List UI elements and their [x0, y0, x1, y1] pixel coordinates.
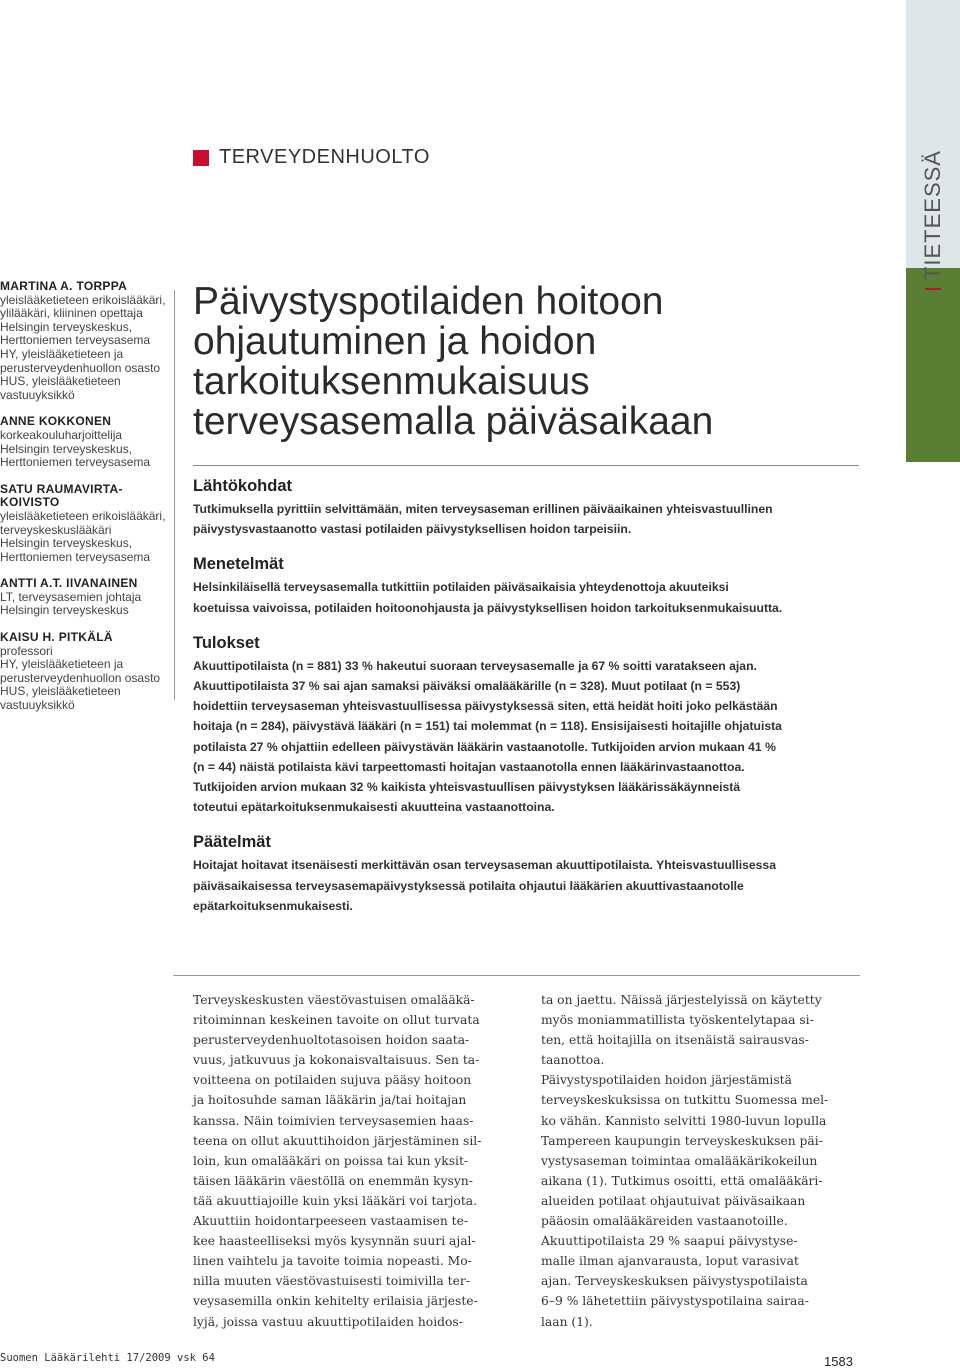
- article-title: [193, 282, 873, 442]
- author-block: [0, 631, 168, 713]
- author-affiliation: Helsingin terveyskeskus,: [0, 319, 133, 334]
- section-header: [193, 146, 430, 169]
- body-text-line: Akuuttipotilaista 29 % saapui päivystyse-: [541, 1234, 798, 1249]
- abstract-line: toteutui epätarkoituksenmukaisesti akuutteina vastaanottoina.: [193, 800, 555, 815]
- body-text-line: alueiden potilaat ohjautuivat päiväsaikaan: [541, 1193, 806, 1208]
- author-name: ANTTI A.T. IIVANAINEN: [0, 576, 138, 591]
- abstract-heading: Menetelmät: [193, 555, 284, 574]
- body-text-line: teena on ollut akuuttihoidon järjestäminen sil-: [193, 1133, 482, 1148]
- abstract-heading: Tulokset: [193, 633, 260, 652]
- abstract-section: [193, 555, 865, 617]
- author-list: [0, 280, 168, 726]
- body-text-line: ta on jaettu. Näissä järjestelyissä on käytetty: [541, 993, 822, 1007]
- abstract-line: hoidettiin terveysaseman yhteisvastuullisessa päivystyksessä siten, että heidät hoiti joko pelkästään: [193, 699, 778, 714]
- body-text-line: terveyskeskuksissa on tutkittu Suomessa mel-: [541, 1093, 829, 1108]
- author-affiliation: korkeakouluharjoittelija: [0, 427, 123, 442]
- abstract-line: hoitaja (n = 284), päivystävä lääkäri (n = 151) tai molemmat (n = 118). Ensisijaisesti hoitajille ohjatuista: [193, 719, 782, 734]
- author-affiliation: Helsingin terveyskeskus: [0, 603, 129, 618]
- author-affiliation: yleislääketieteen erikoislääkäri,: [0, 292, 166, 307]
- title-divider: [193, 465, 859, 466]
- body-divider: [173, 975, 860, 976]
- body-column-1: [193, 990, 523, 1332]
- body-text-line: voitteena on potilaiden sujuva pääsy hoitoon: [193, 1073, 472, 1088]
- page-number: 1583: [824, 1354, 853, 1369]
- author-affiliation: perusterveydenhuollon osasto: [0, 360, 161, 375]
- abstract-line: Tutkijoiden arvion mukaan 32 % kaikista yhteisvastuullisen päivystyksen lääkärissäkäynneistä: [193, 780, 741, 795]
- red-square-icon: [193, 150, 209, 166]
- title-line: terveysasemalla päiväsaikaan: [193, 400, 714, 443]
- body-text-line: lyjä, joissa vastuu akuuttipotilaiden hoidos-: [193, 1314, 463, 1329]
- body-text-line: laan (1).: [541, 1314, 593, 1329]
- body-text-line: kanssa. Näin toimivien terveysasemien haas-: [193, 1113, 474, 1128]
- abstract: [193, 477, 865, 932]
- abstract-line: Tutkimuksella pyrittiin selvittämään, miten terveysaseman erillinen päiväaikainen yhteisvastuullinen: [193, 502, 773, 516]
- abstract-line: päiväsaikaisessa terveysasemapäivystyksessä potilaita ohjautui lääkärien akuuttivastaanotolle: [193, 878, 744, 893]
- author-name: ANNE KOKKONEN: [0, 414, 112, 429]
- body-text-line: ajan. Terveyskeskuksen päivystyspotilaista: [541, 1274, 808, 1289]
- sidebar-label-text: TIETEESSÄ: [920, 150, 945, 281]
- author-affiliation: Herttoniemen terveysasema: [0, 333, 151, 348]
- body-text-line: veysasemilla onkin kehitelty erilaisia järjeste-: [193, 1294, 478, 1309]
- author-affiliation: Helsingin terveyskeskus,: [0, 441, 133, 456]
- title-line: tarkoituksenmukaisuus: [193, 360, 590, 403]
- abstract-line: epätarkoituksenmukaisesti.: [193, 898, 353, 913]
- abstract-section: [193, 477, 865, 539]
- title-line: Päivystyspotilaiden hoitoon: [193, 280, 664, 323]
- body-text-line: ja hoitosuhde saman lääkärin ja/tai hoitajan: [193, 1093, 467, 1108]
- body-text-line: perusterveydenhuoltotasoisen hoidon saata-: [193, 1033, 470, 1048]
- body-text-line: ritoiminnan keskeinen tavoite on ollut turvata: [193, 1013, 480, 1028]
- body-text-line: linen vaihtelu ja tavoite toimia nopeasti. Mo-: [193, 1254, 472, 1269]
- body-text-line: vuus, jatkuvuus ja kokonaisvaltaisuus. Sen ta-: [193, 1053, 480, 1068]
- author-affiliation: ylilääkäri, kliininen opettaja: [0, 306, 143, 321]
- abstract-section: [193, 833, 865, 916]
- author-affiliation: vastuuyksikkö: [0, 387, 75, 402]
- abstract-line: Helsinkiläisellä terveysasemalla tutkittiin potilaiden päiväsaikaisia yhteydenottoja akuuteiksi: [193, 580, 729, 595]
- author-affiliation: professori: [0, 643, 53, 658]
- author-name: SATU RAUMAVIRTA-KOIVISTO: [0, 481, 123, 510]
- author-affiliation: HUS, yleislääketieteen: [0, 374, 121, 389]
- abstract-line: Akuuttipotilaista (n = 881) 33 % hakeutui suoraan terveysasemalle ja 67 % soitti varatakseen ajan.: [193, 658, 757, 673]
- abstract-line: (n = 44) näistä potilaista kävi tarpeettomasti hoitajan vastaanotolla ennen lääkärinvastaanottoa.: [193, 759, 745, 774]
- body-text-line: loin, kun omalääkäri on poissa tai kun yksit-: [193, 1153, 469, 1168]
- body-text-line: Päivystyspotilaiden hoidon järjestämistä: [541, 1073, 792, 1088]
- body-text-line: kee haasteelliseksi myös kysynnän suuri ajal-: [193, 1234, 476, 1249]
- abstract-heading: Lähtökohdat: [193, 477, 292, 495]
- author-affiliation: HY, yleislääketieteen ja: [0, 346, 124, 361]
- body-text-line: täisen lääkärin väestöllä on enemmän kysyn-: [193, 1173, 473, 1188]
- author-affiliation: Herttoniemen terveysasema: [0, 549, 151, 564]
- author-affiliation: perusterveydenhuollon osasto: [0, 670, 161, 685]
- abstract-line: potilaista 27 % ohjattiin edelleen päivystävän lääkärin vastaanotolle. Tutkijoiden arvion mukaan 41 %: [193, 739, 776, 754]
- abstract-body: [193, 499, 865, 539]
- author-affiliation: LT, terveysasemien johtaja: [0, 589, 142, 604]
- body-text-line: tää akuuttiajoille kuin yksi lääkäri voi tarjota.: [193, 1193, 478, 1208]
- body-text-line: vystysaseman toimintaa omalääkärikokeilun: [541, 1153, 818, 1168]
- author-affiliation: terveyskeskuslääkäri: [0, 522, 112, 537]
- body-text-line: Terveyskeskusten väestövastuisen omalääkä-: [193, 993, 475, 1007]
- abstract-line: päivystysvastaanotto vastasi potilaiden päivystyksellisen hoidon tarpeisiin.: [193, 522, 632, 537]
- body-text-line: Tampereen kaupungin terveyskeskuksen päi-: [541, 1133, 823, 1148]
- body-text-line: myös moniammatillista työskentelytapaa si-: [541, 1013, 814, 1028]
- section-label: TERVEYDENHUOLTO: [219, 146, 430, 168]
- body-text-line: aikana (1). Tutkimus osoitti, että omalääkäri-: [541, 1173, 823, 1188]
- author-block: [0, 483, 168, 565]
- abstract-line: koetuissa vaivoissa, potilaiden hoitoonohjausta ja päivystyksellisen hoidon tarkoituksenmukaisuutta.: [193, 600, 783, 615]
- abstract-line: Hoitajat hoitavat itsenäisesti merkittävän osan terveysaseman akuuttipotilaista. Yhteisvastuullisessa: [193, 858, 776, 873]
- body-text-line: ko vähän. Kannisto selvitti 1980-luvun lopulla: [541, 1113, 827, 1128]
- abstract-body: [193, 855, 865, 916]
- author-block: [0, 415, 168, 469]
- journal-footer: Suomen Lääkärilehti 17/2009 vsk 64: [0, 1352, 215, 1364]
- author-affiliation: HUS, yleislääketieteen: [0, 684, 121, 699]
- abstract-section: [193, 634, 865, 818]
- sidebar-green-block: [906, 268, 960, 462]
- author-affiliation: HY, yleislääketieteen ja: [0, 657, 124, 672]
- abstract-line: Akuuttipotilaista 37 % sai ajan samaksi päiväksi omalääkärille (n = 328). Muut potilaat (n = 553): [193, 679, 741, 694]
- body-text-line: Akuuttiin hoidontarpeeseen vastaamisen te-: [193, 1214, 469, 1229]
- sidebar-label: [917, 150, 949, 290]
- body-text-line: malle ilman ajanvarausta, loput varasivat: [541, 1254, 799, 1269]
- author-divider: [174, 290, 175, 700]
- abstract-body: [193, 577, 865, 617]
- author-affiliation: yleislääketieteen erikoislääkäri,: [0, 508, 166, 523]
- author-name: KAISU H. PITKÄLÄ: [0, 630, 113, 645]
- body-column-2: [541, 990, 871, 1332]
- body-text-line: pääosin omalääkäreiden vastaanotoille.: [541, 1214, 788, 1229]
- author-block: [0, 280, 168, 402]
- title-line: ohjautuminen ja hoidon: [193, 320, 597, 363]
- author-affiliation: Herttoniemen terveysasema: [0, 455, 151, 470]
- author-affiliation: vastuuyksikkö: [0, 698, 75, 713]
- body-text-line: ten, että hoitajilla on itsenäistä sairausvas-: [541, 1033, 809, 1048]
- abstract-body: [193, 656, 865, 818]
- author-name: MARTINA A. TORPPA: [0, 279, 128, 293]
- author-affiliation: Helsingin terveyskeskus,: [0, 536, 133, 551]
- body-text-line: 6–9 % lähetettiin päivystyspotilaina sairaa-: [541, 1294, 809, 1309]
- body-text-line: nilla muuten väestövastuisesti toimivilla ter-: [193, 1274, 470, 1289]
- abstract-heading: Päätelmät: [193, 833, 271, 852]
- author-block: [0, 577, 168, 618]
- body-text-line: taanottoa.: [541, 1053, 605, 1068]
- sidebar-red-square-icon: [925, 288, 941, 290]
